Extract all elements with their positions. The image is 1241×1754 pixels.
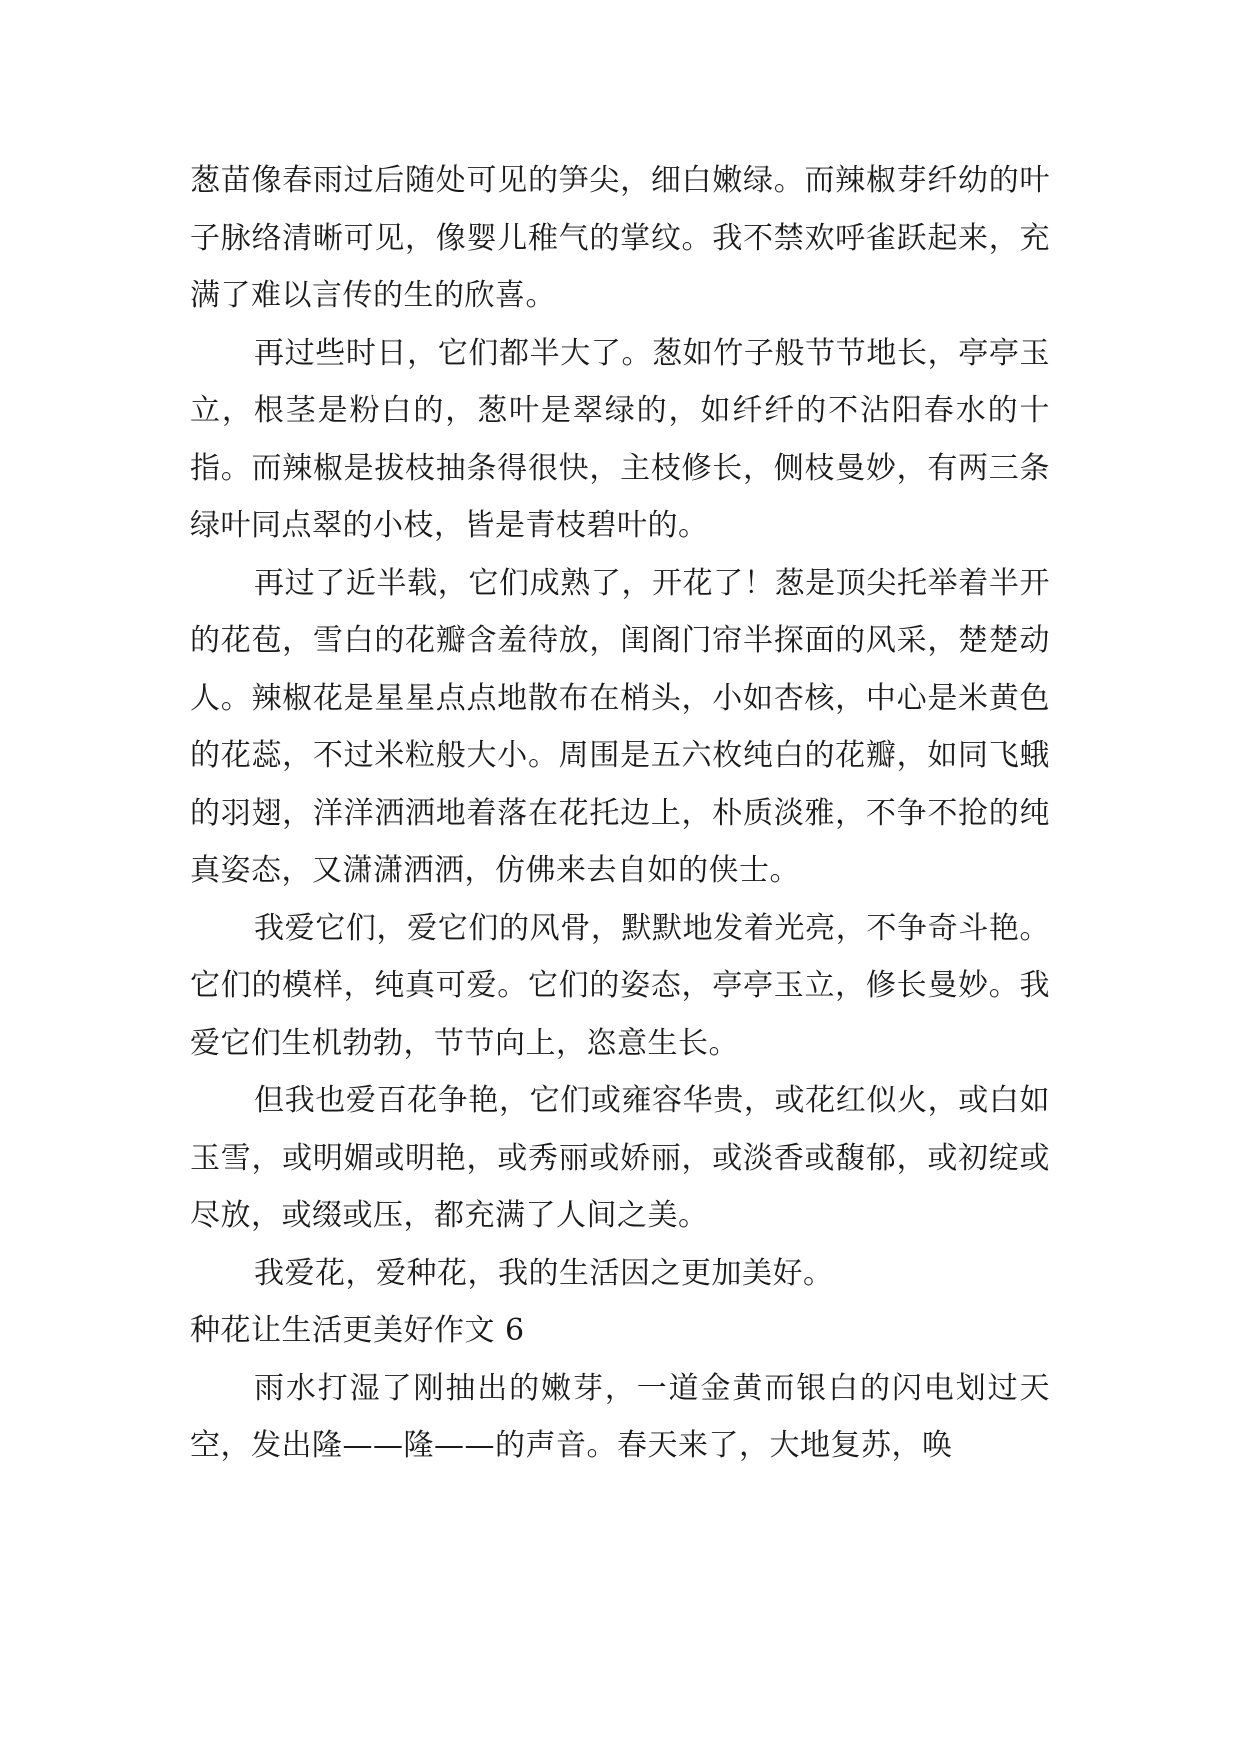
paragraph: 雨水打湿了刚抽出的嫩芽，一道金黄而银白的闪电划过天空，发出隆——隆——的声音。春天来了，大地复苏，唤 — [190, 1370, 1050, 1463]
paragraph: 葱苗像春雨过后随处可见的笋尖，细白嫩绿。而辣椒芽纤幼的叶子脉络清晰可见，像婴儿稚气的掌纹。我不禁欢呼雀跃起来，充满了难以言传的生的欣喜。 — [190, 163, 1050, 313]
document-body — [190, 152, 1050, 1475]
paragraph: 我爱它们，爱它们的风骨，默默地发着光亮，不争奇斗艳。它们的模样，纯真可爱。它们的姿态，亭亭玉立，修长曼妙。我爱它们生机勃勃，节节向上，恣意生长。 — [190, 910, 1050, 1061]
paragraph: 但我也爱百花争艳，它们或雍容华贵，或花红似火，或白如玉雪，或明媚或明艳，或秀丽或娇丽，或淡香或馥郁，或初绽或尽放，或缀或压，都充满了人间之美。 — [190, 1083, 1050, 1233]
paragraph: 再过了近半载，它们成熟了，开花了！葱是顶尖托举着半开的花苞，雪白的花瓣含羞待放，闺阁门帘半探面的风采，楚楚动人。辣椒花是星星点点地散布在梢头，小如杏核，中心是米黄色的花蕊，不过米粒般大小。周围是五六枚纯白的花瓣，如同飞蛾的羽翅，洋洋洒洒地着落在花托边上，朴质淡雅，不争不抢的纯真姿态，又潇潇洒洒，仿佛来去自如的侠士。 — [190, 565, 1050, 888]
section-heading: 种花让生活更美好作文 6 — [190, 1313, 525, 1348]
paragraph: 再过些时日，它们都半大了。葱如竹子般节节地长，亭亭玉立，根茎是粉白的，葱叶是翠绿的，如纤纤的不沾阳春水的十指。而辣椒是拔枝抽条得很快，主枝修长，侧枝曼妙，有两三条绿叶同点翠的小枝，皆是青枝碧叶的。 — [190, 335, 1050, 543]
paragraph: 我爱花，爱种花，我的生活因之更加美好。 — [254, 1255, 834, 1291]
